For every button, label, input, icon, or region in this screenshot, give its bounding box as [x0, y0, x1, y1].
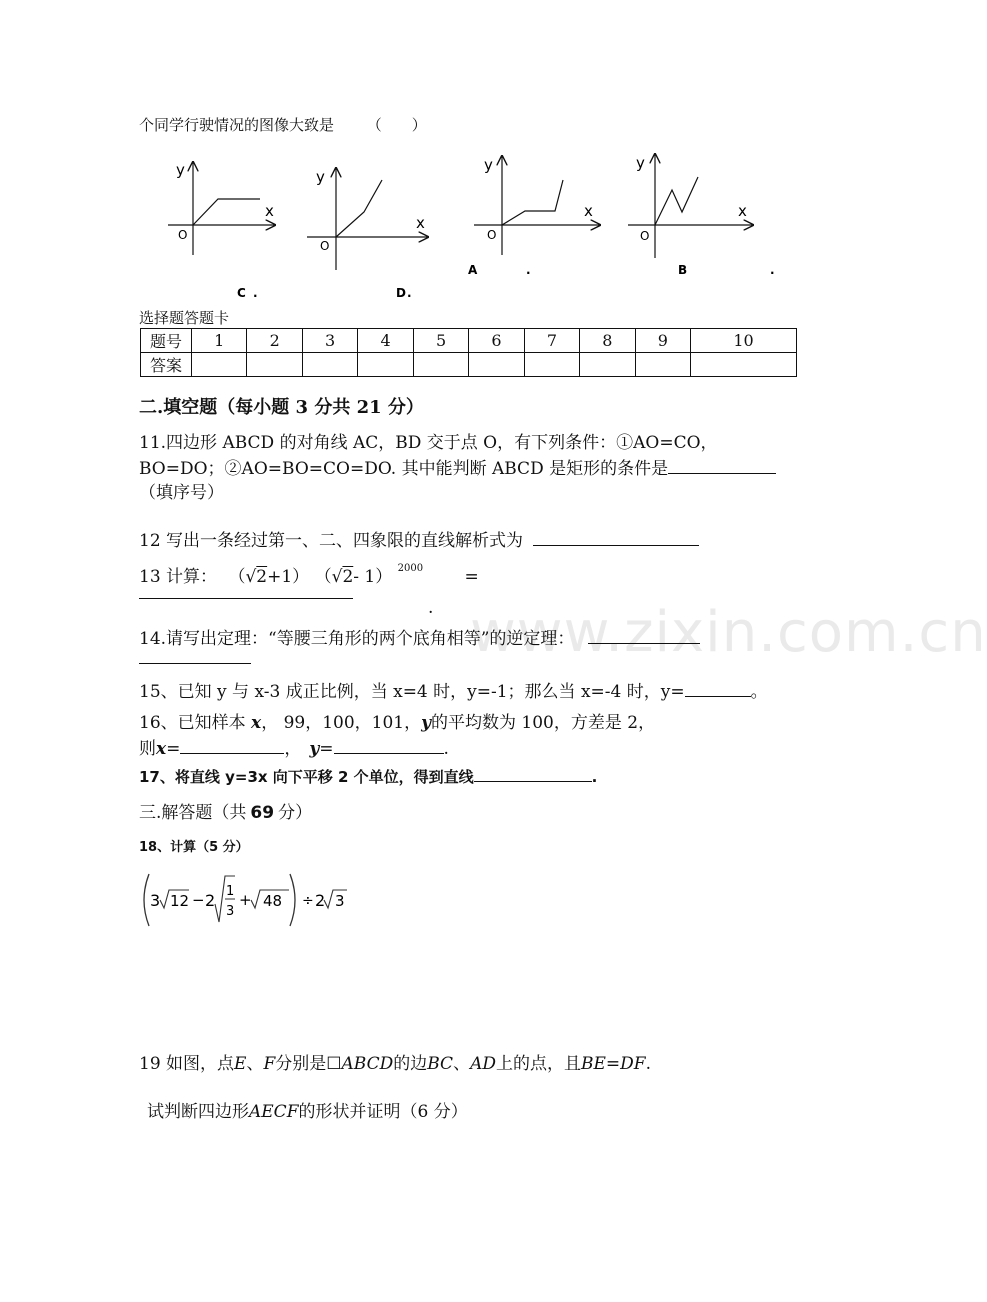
q13-equals: =: [464, 567, 479, 587]
q10-tail: 个同学行驶情况的图像大致是: [139, 116, 335, 134]
q11-line1: 11.四边形 ABCD 的对角线 AC，BD 交于点 O，有下列条件：①AO=CO，: [139, 433, 718, 453]
q17: [139, 763, 597, 787]
q19-text-c: 的边: [393, 1054, 428, 1074]
q14: [139, 624, 700, 649]
q16-var-y: y: [421, 713, 432, 733]
q17-answer-blank[interactable]: [474, 763, 592, 782]
table-cell: 7: [524, 329, 579, 353]
q19-sep: 、: [246, 1054, 264, 1074]
q19-text-b: 分别是: [275, 1054, 327, 1074]
option-graphs: [0, 140, 920, 310]
q18-coef-4: 2: [315, 891, 326, 910]
answer-cell[interactable]: [524, 353, 579, 377]
graph-c-x-label: x: [265, 202, 274, 220]
q18-divide: ÷: [302, 893, 314, 909]
option-d-label: D: [396, 286, 406, 300]
q17-end: .: [591, 768, 598, 786]
q18-label: 18、计算（5 分）: [139, 840, 249, 855]
q18-frac-num: 1: [226, 884, 235, 899]
table-row: [141, 353, 797, 377]
table-cell: 1: [192, 329, 247, 353]
table-cell: 10: [691, 329, 797, 353]
q18-coef-2: 2: [205, 891, 216, 910]
option-b-label: B: [678, 263, 688, 277]
option-b-dot: .: [770, 263, 775, 277]
q13-minus-one: - 1）: [353, 567, 393, 587]
section3-heading-a: 三.解答题（共: [139, 803, 247, 823]
q16-line1: [139, 708, 655, 733]
q13-answer-blank[interactable]: [139, 598, 353, 599]
graph-a-y-label: y: [484, 156, 493, 174]
graph-d: [307, 168, 428, 270]
q12: [139, 526, 699, 551]
q12-answer-blank[interactable]: [533, 527, 699, 546]
parallelogram-icon: ☐: [326, 1054, 342, 1074]
q16-var-x: x: [251, 713, 262, 733]
q19-end: .: [645, 1054, 651, 1074]
q15-text: 15、已知 y 与 x-3 成正比例，当 x=4 时，y=-1；那么当 x=-4 时，y=: [139, 682, 685, 702]
q19-line2-a: 试判断四边形: [147, 1102, 249, 1122]
q16-var-x-2: x: [156, 739, 167, 759]
answer-cell[interactable]: [691, 353, 797, 377]
watermark: www.zixin.com.cn: [470, 600, 987, 665]
q18-radicand-48: 48: [263, 892, 283, 910]
sqrt-icon: √: [245, 567, 257, 587]
q16-line2: [139, 734, 449, 759]
option-a-label: A: [468, 263, 478, 277]
graph-d-y-label: y: [316, 168, 325, 186]
q16-x-blank[interactable]: [180, 735, 284, 754]
q19-point-e: E: [234, 1054, 247, 1074]
q19-abcd: ABCD: [341, 1054, 394, 1074]
q15: [139, 677, 768, 702]
q14-text: 14.请写出定理：“等腰三角形的两个底角相等”的逆定理：: [139, 629, 575, 649]
q19-aecf: AECF: [249, 1102, 299, 1122]
answer-cell[interactable]: [635, 353, 690, 377]
answer-cell[interactable]: [247, 353, 302, 377]
q16-text-b: ， 99，100，101，: [261, 713, 422, 733]
q11-line2: [139, 454, 776, 479]
q19-line2-b: 的形状并证明（6 分）: [298, 1102, 468, 1122]
answer-cell[interactable]: [302, 353, 357, 377]
row-header-answer: 答案: [141, 353, 192, 377]
q19-bc: BC: [427, 1054, 454, 1074]
table-cell: 9: [635, 329, 690, 353]
q16-y-blank[interactable]: [334, 735, 444, 754]
q13-label: 13 计算：: [139, 567, 218, 587]
q18-expression: [139, 868, 359, 932]
table-cell: 2: [247, 329, 302, 353]
q18-minus: −: [192, 891, 205, 909]
answer-cell[interactable]: [469, 353, 524, 377]
option-a-dot: .: [526, 263, 531, 277]
table-cell: 3: [302, 329, 357, 353]
answer-cell[interactable]: [580, 353, 635, 377]
answer-card-title: 选择题答题卡: [139, 309, 230, 327]
q11-line2-text: BO=DO；②AO=BO=CO=DO. 其中能判断 ABCD 是矩形的条件是: [139, 459, 669, 479]
q13-plus-one: +1）: [267, 567, 310, 587]
q16-then: 则: [139, 739, 156, 759]
q18-coef-1: 3: [150, 891, 161, 910]
q13-paren-open: （: [228, 567, 246, 587]
q16-eq-1: =: [166, 739, 181, 759]
q11-answer-blank[interactable]: [668, 455, 776, 474]
q15-end: 。: [750, 682, 768, 702]
table-cell: 8: [580, 329, 635, 353]
graph-b-x-label: x: [738, 202, 747, 220]
q19-text-d: 上的点，且: [496, 1054, 581, 1074]
q15-answer-blank[interactable]: [685, 678, 751, 697]
q16-end: .: [443, 739, 449, 759]
graph-a-origin: O: [487, 228, 497, 242]
table-row: [141, 329, 797, 353]
table-cell: 4: [358, 329, 413, 353]
q19-ad: AD: [470, 1054, 496, 1074]
q18-radicand-12: 12: [170, 892, 190, 910]
section3-heading-b: 分）: [278, 803, 313, 823]
row-header-number: 题号: [141, 329, 192, 353]
q19-line2: [147, 1097, 468, 1122]
q11-line3: （填序号）: [139, 483, 224, 503]
graph-a-x-label: x: [584, 202, 593, 220]
graph-b-y-label: y: [636, 154, 645, 172]
q19-sep-2: 、: [453, 1054, 471, 1074]
option-c-label: C: [237, 286, 246, 300]
option-c-dot: .: [253, 286, 258, 300]
option-d-dot: .: [407, 286, 412, 300]
q19-point-f: F: [263, 1054, 276, 1074]
q13-dot: .: [428, 598, 434, 618]
graph-d-origin: O: [320, 239, 330, 253]
answer-cell[interactable]: [192, 353, 247, 377]
answer-cell[interactable]: [358, 353, 413, 377]
q19-condition: BE=DF: [581, 1054, 646, 1074]
q10-answer-paren: （ ）: [366, 116, 427, 134]
q13: [139, 562, 479, 587]
q13-radicand-1: 2: [256, 567, 268, 587]
q14-answer-blank-1[interactable]: [588, 625, 700, 644]
q19-text-a: 19 如图，点: [139, 1054, 235, 1074]
sqrt-icon: √: [331, 567, 343, 587]
q18-radicand-3: 3: [335, 892, 345, 910]
answer-card-table: [140, 328, 797, 377]
table-cell: 6: [469, 329, 524, 353]
section3-total-score: 69: [250, 803, 275, 823]
q16-comma: ，: [284, 739, 302, 759]
section2-heading: 二.填空题（每小题 3 分共 21 分）: [139, 397, 424, 418]
q16-var-y-2: y: [309, 739, 320, 759]
q16-text-c: 的平均数为 100，方差是 2，: [431, 713, 656, 733]
q17-text: 17、将直线 y=3x 向下平移 2 个单位，得到直线: [139, 768, 474, 786]
answer-cell[interactable]: [413, 353, 468, 377]
q18-plus: +: [239, 891, 252, 909]
q13-paren-open-2: （: [314, 567, 332, 587]
q16-eq-2: =: [319, 739, 334, 759]
q12-text: 12 写出一条经过第一、二、四象限的直线解析式为: [139, 531, 524, 551]
q18-frac-den: 3: [226, 904, 235, 919]
q14-answer-blank-2[interactable]: [139, 663, 251, 664]
graph-b-origin: O: [640, 229, 650, 243]
graph-d-x-label: x: [416, 214, 425, 232]
q13-radicand-2: 2: [342, 567, 354, 587]
section3-heading: [139, 798, 312, 823]
q16-text-a: 16、已知样本: [139, 713, 246, 733]
q10-text: [139, 114, 427, 135]
graph-c-y-label: y: [176, 161, 185, 179]
graph-c-origin: O: [178, 228, 188, 242]
q19-line1: [139, 1049, 651, 1074]
table-cell: 5: [413, 329, 468, 353]
q13-exponent: 2000: [397, 563, 424, 575]
